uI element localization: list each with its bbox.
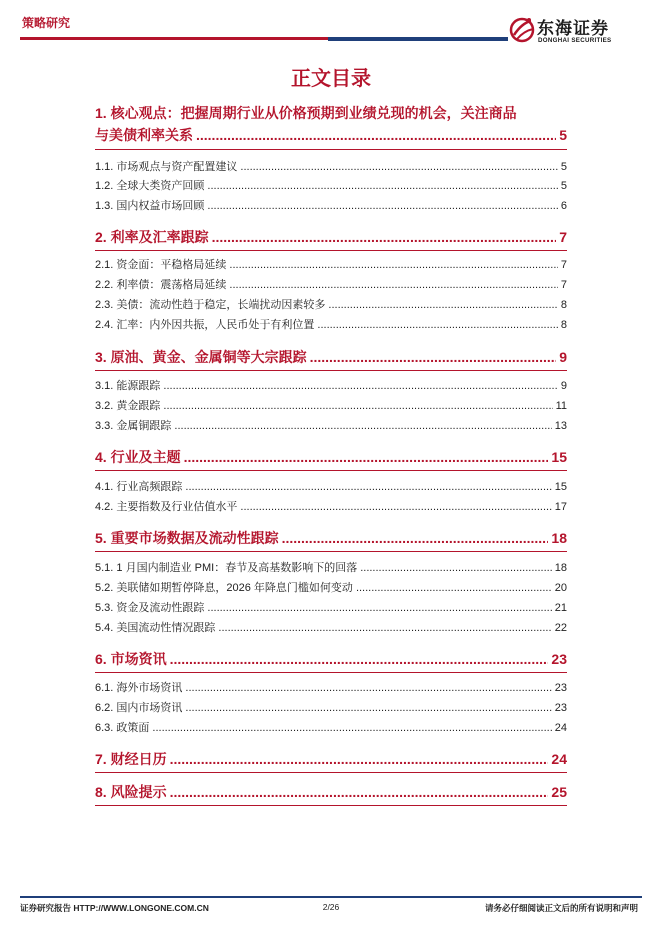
toc-item-label: 6.2. 国内市场资讯 (95, 702, 183, 714)
toc-section-label: 4. 行业及主题 (95, 449, 181, 465)
toc-item-page: 7 (560, 259, 567, 271)
toc-section-5[interactable] (95, 527, 567, 549)
toc-section-page: 15 (551, 449, 567, 465)
toc-leader (184, 446, 549, 468)
toc-item-page: 9 (560, 380, 567, 392)
footer-disclaimer: 请务必仔细阅读正文后的所有说明和声明 (484, 903, 638, 913)
toc-leader (170, 748, 549, 770)
footer-page-number: 2/26 (322, 902, 340, 912)
toc-item-page: 21 (554, 602, 567, 614)
donghai-logo (509, 13, 644, 49)
toc-section-label: 2. 利率及汇率跟踪 (95, 229, 209, 245)
toc-leader (170, 648, 549, 670)
toc-item-2-4[interactable] (95, 317, 567, 333)
toc-item-1-3[interactable] (95, 198, 567, 214)
toc-leader (174, 418, 551, 434)
toc-item-label: 4.2. 主要指数及行业估值水平 (95, 501, 238, 513)
toc-item-5-3[interactable] (95, 600, 567, 616)
toc-leader (185, 479, 551, 495)
report-category: 策略研究 (22, 16, 71, 30)
toc-section-1-line1: 1. 核心观点：把握周期行业从价格预期到业绩兑现的机会，关注商品 (95, 105, 517, 121)
toc-leader (328, 297, 557, 313)
toc-item-label: 1.3. 国内权益市场回顾 (95, 200, 205, 212)
toc-section-page: 23 (551, 651, 567, 667)
toc-item-2-2[interactable] (95, 277, 567, 293)
toc-section-1-line2: 与美债利率关系 (95, 127, 193, 143)
toc-item-4-1[interactable] (95, 479, 567, 495)
toc-leader (240, 159, 557, 175)
toc-item-1-2[interactable] (95, 178, 567, 194)
toc-item-page: 5 (560, 161, 567, 173)
toc-section-6[interactable] (95, 648, 567, 670)
toc-leader (185, 680, 551, 696)
section-divider (95, 672, 567, 673)
toc-leader (218, 620, 551, 636)
toc-item-page: 24 (554, 722, 567, 734)
toc-section-label: 3. 原油、黄金、金属铜等大宗跟踪 (95, 349, 307, 365)
toc-item-label: 5.4. 美国流动性情况跟踪 (95, 622, 216, 634)
toc-item-label: 2.1. 资金面：平稳格局延续 (95, 259, 227, 271)
toc-leader (356, 580, 552, 596)
toc-item-page: 23 (554, 682, 567, 694)
toc-item-label: 5.2. 美联储如期暂停降息，2026 年降息门槛如何变动 (95, 582, 353, 594)
toc-item-page: 13 (554, 420, 567, 432)
header-rule-blue (328, 37, 508, 41)
logo-subtitle: DONGHAI SECURITIES (538, 37, 612, 44)
toc-item-label: 6.1. 海外市场资讯 (95, 682, 183, 694)
toc-section-2[interactable] (95, 226, 567, 248)
toc-item-6-2[interactable] (95, 700, 567, 716)
toc-leader (163, 398, 552, 414)
toc-leader (185, 700, 551, 716)
donghai-crane-icon (509, 15, 535, 45)
toc-item-page: 20 (554, 582, 567, 594)
footer-rule (20, 896, 642, 898)
toc-item-label: 2.3. 美债：流动性趋于稳定，长端扰动因素较多 (95, 299, 326, 311)
toc-item-3-3[interactable] (95, 418, 567, 434)
section-divider (95, 370, 567, 371)
toc-item-2-1[interactable] (95, 257, 567, 273)
toc-item-page: 7 (560, 279, 567, 291)
toc-item-label: 5.3. 资金及流动性跟踪 (95, 602, 205, 614)
toc-section-label: 6. 市场资讯 (95, 651, 167, 667)
toc-item-2-3[interactable] (95, 297, 567, 313)
toc-leader (207, 600, 551, 616)
toc-item-5-2[interactable] (95, 580, 567, 596)
footer-source[interactable]: 证券研究报告 HTTP://WWW.LONGONE.COM.CN (20, 903, 209, 913)
toc-item-label: 1.1. 市场观点与资产配置建议 (95, 161, 238, 173)
toc-item-label: 5.1. 1 月国内制造业 PMI：春节及高基数影响下的回落 (95, 562, 358, 574)
toc-leader (229, 257, 557, 273)
toc-item-label: 3.2. 黄金跟踪 (95, 400, 161, 412)
toc-section-page: 25 (551, 784, 567, 800)
toc-item-label: 6.3. 政策面 (95, 722, 150, 734)
toc-section-label: 8. 风险提示 (95, 784, 167, 800)
toc-leader (310, 346, 557, 368)
toc-section-label: 7. 财经日历 (95, 751, 167, 767)
toc-leader (170, 781, 549, 803)
toc-section-3[interactable] (95, 346, 567, 368)
toc-item-page: 8 (560, 319, 567, 331)
toc-section-label: 5. 重要市场数据及流动性跟踪 (95, 530, 279, 546)
toc-section-page: 7 (559, 229, 567, 245)
section-divider (95, 772, 567, 773)
toc-item-page: 8 (560, 299, 567, 311)
toc-leader (360, 560, 552, 576)
toc-item-page: 11 (555, 400, 567, 412)
toc-item-5-1[interactable] (95, 560, 567, 576)
toc-leader (282, 527, 549, 549)
toc-section-1-page: 5 (559, 127, 567, 143)
toc-section-7[interactable] (95, 748, 567, 770)
toc-leader (152, 720, 551, 736)
toc-item-6-3[interactable] (95, 720, 567, 736)
toc-item-page: 18 (554, 562, 567, 574)
logo-name: 东海证券 (537, 19, 609, 38)
toc-item-page: 15 (554, 481, 567, 493)
toc-item-label: 1.2. 全球大类资产回顾 (95, 180, 205, 192)
section-divider (95, 551, 567, 552)
toc-leader (163, 378, 557, 394)
toc-section-4[interactable] (95, 446, 567, 468)
toc-section-8[interactable] (95, 781, 567, 803)
toc-item-6-1[interactable] (95, 680, 567, 696)
toc-item-page: 5 (560, 180, 567, 192)
toc-item-page: 17 (554, 501, 567, 513)
toc-item-label: 4.1. 行业高频跟踪 (95, 481, 183, 493)
toc-leader (317, 317, 557, 333)
section-divider (95, 250, 567, 251)
header-rule-red (20, 37, 328, 40)
toc-leader (207, 198, 557, 214)
toc-section-page: 9 (559, 349, 567, 365)
toc-leader (196, 124, 556, 146)
toc-section-page: 18 (551, 530, 567, 546)
page-title: 正文目录 (291, 68, 371, 90)
toc-item-5-4[interactable] (95, 620, 567, 636)
toc-item-4-2[interactable] (95, 499, 567, 515)
toc-item-3-2[interactable] (95, 398, 567, 414)
section-divider (95, 470, 567, 471)
toc-leader (212, 226, 557, 248)
section-divider (95, 805, 567, 806)
toc-item-label: 3.3. 金属铜跟踪 (95, 420, 172, 432)
toc-item-3-1[interactable] (95, 378, 567, 394)
toc-section-1[interactable] (95, 102, 567, 146)
toc-item-label: 2.4. 汇率：内外因共振，人民币处于有利位置 (95, 319, 315, 331)
toc-leader (229, 277, 557, 293)
toc-section-page: 24 (551, 751, 567, 767)
section-divider (95, 149, 567, 150)
toc-item-label: 3.1. 能源跟踪 (95, 380, 161, 392)
toc-item-label: 2.2. 利率债：震荡格局延续 (95, 279, 227, 291)
toc-leader (207, 178, 557, 194)
toc-item-1-1[interactable] (95, 159, 567, 175)
toc-item-page: 6 (560, 200, 567, 212)
toc-item-page: 23 (554, 702, 567, 714)
toc-item-page: 22 (554, 622, 567, 634)
toc-leader (240, 499, 551, 515)
